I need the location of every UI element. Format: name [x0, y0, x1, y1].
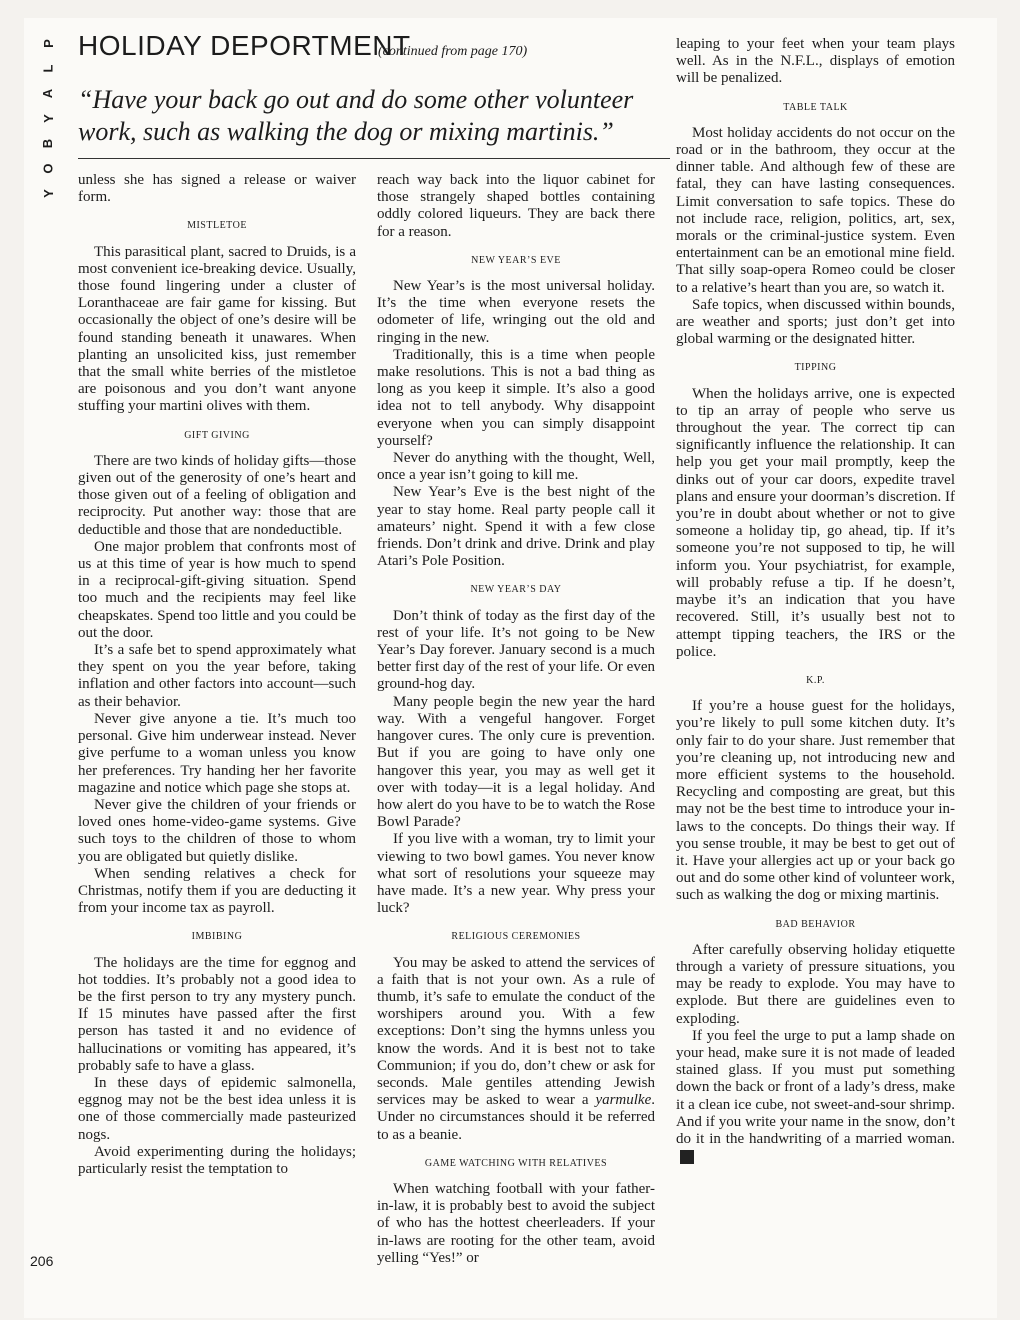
runner-letter: A: [40, 88, 56, 99]
article-column-2: [377, 172, 655, 1267]
section-heading: K.P.: [806, 674, 825, 686]
paragraph: This parasitical plant, sacred to Druids, is a most convenient ice-breaking device. Usually, those found lingering under a cluster of Loranthaceae are fair game for kissing. But occasionally the object of one’s desire will be found standing beneath it unawares. When planting an unsolicited kiss, just remember that the small white berries of the mistletoe are poisonous and you don’t want anyone stuffing your martini olives with them.: [78, 243, 356, 415]
section-heading: TIPPING: [794, 362, 837, 374]
runner-letter: L: [40, 64, 56, 73]
italic-term: yarmulke: [595, 1092, 652, 1109]
section-heading: BAD BEHAVIOR: [775, 918, 856, 930]
paragraph: Don’t think of today as the first day of the rest of your life. It’s not going to be New Year’s Day forever. January second is a much better first day of the rest of your life. Or even ground-hog day.: [377, 607, 655, 693]
paragraph: It’s a safe bet to spend approximately what they spent on you the year before, taking inflation and other factors into account—such as their behavior.: [78, 642, 356, 710]
paragraph: New Year’s Eve is the best night of the year to stay home. Real party people call it amateurs’ night. Spend it with a few close friends. Don’t drink and drive. Drink and play Atari’s Pole Position.: [377, 484, 655, 570]
runner-letter: O: [40, 163, 56, 174]
paragraph: When watching football with your father-in-law, it is probably best to avoid the subject of who has the hottest cheerleaders. If your in-laws are rooting for the other team, avoid yelling “Yes!” or: [377, 1180, 655, 1266]
paragraph: If you live with a woman, try to limit your viewing to two bowl games. You never know what sort of resolutions your squeeze may have made. It’s a new year. Why press your luck?: [377, 831, 655, 917]
paragraph: New Year’s is the most universal holiday. It’s the time when everyone resets the odometer of life, wringing out the old and ringing in the new.: [377, 278, 655, 346]
paragraph: In these days of epidemic salmonella, eggnog may not be the best idea unless it is one of those commercially made pasteurized nogs.: [78, 1074, 356, 1143]
magazine-runner: [36, 36, 60, 201]
section-heading: RELIGIOUS CEREMONIES: [451, 931, 581, 943]
paragraph: When the holidays arrive, one is expected to tip an array of people who serve us throughout the year. The correct tip can significantly influence the relationship. It can help you get your mail promptly, keep the dinks out of your car doors, expedite travel plans and ensure your doorman’s discretion. If you’re in doubt about whether or not to give someone a holiday tip, go ahead, tip. If it’s someone you’re not supposed to tip, he will inform you. Your psychiatrist, for example, will probably refuse a tip. If he doesn’t, maybe it’s an indication that you have recovered. Still, it’s usually best not to attempt tipping teachers, the IRS or the police.: [676, 385, 955, 660]
pull-quote: “Have your back go out and do some other volunteer work, such as walking the dog or mixing martinis.”: [78, 85, 634, 146]
divider: [78, 158, 670, 159]
runner-letter: P: [40, 39, 56, 48]
paragraph: When sending relatives a check for Christmas, notify them if you are deducting it from your income tax as payroll.: [78, 865, 356, 917]
paragraph: [377, 955, 655, 1144]
section-heading: IMBIBING: [191, 931, 243, 943]
section-heading: GIFT GIVING: [184, 429, 250, 441]
paragraph: There are two kinds of holiday gifts—those given out of the generosity of one’s heart and those given out of a feeling of obligation and reciprocity. Put another way: those that are deductible and those that are nondeductible.: [78, 452, 356, 538]
end-mark-icon: ✦: [680, 1150, 694, 1164]
article-column-3: [676, 36, 955, 1165]
section-heading: TABLE TALK: [783, 101, 848, 113]
page-number: 206: [30, 1253, 54, 1269]
runner-letter: Y: [40, 189, 56, 198]
section-heading: MISTLETOE: [187, 220, 247, 232]
paragraph: The holidays are the time for eggnog and hot toddies. It’s probably not a good idea to be the first person to try any mystery punch. If 15 minutes have passed after the first person has tasted it and no evidence of hallucinations or vomiting has appeared, it’s probably safe to have a glass.: [78, 954, 356, 1074]
paragraph: After carefully observing holiday etiquette through a variety of pressure situations, you may be ready to explode. You may have to explode. But there are guidelines even to exploding.: [676, 941, 955, 1027]
paragraph: unless she has signed a release or waiver form.: [78, 172, 356, 206]
paragraph: Traditionally, this is a time when people make resolutions. This is not a bad thing as long as you keep it simple. It’s also a good idea not to tell anybody. Why disappoint everyone when you can simply disappoint yourself?: [377, 346, 655, 449]
article-column-1: [78, 172, 356, 1178]
paragraph: Many people begin the new year the hard way. With a vengeful hangover. Forget hangover cures. The only cure is prevention. But if you are going to have only one hangover this year, you may as well get it over with today—it is a legal holiday. And how alert do you have to be to watch the Rose Bowl Parade?: [377, 693, 655, 831]
runner-letter: B: [40, 138, 56, 149]
text-run: If you feel the urge to put a lamp shade on your head, make sure it is not made of leaded stained glass. If you must put something down the back or front of a lady’s dress, make it a clean ice cube, not sweet-and-sour shrimp. And if you write your name in the snow, don’t do it in the handwriting of a married woman.: [676, 1027, 955, 1147]
paragraph: [676, 1028, 955, 1166]
text-run: . Under no circumstances should it be referred to as a beanie.: [377, 1092, 655, 1143]
paragraph: reach way back into the liquor cabinet for those strangely shaped bottles containing oddly colored liqueurs. They are back there for a reason.: [377, 172, 655, 240]
section-heading: NEW YEAR’S EVE: [471, 254, 561, 266]
runner-letter: Y: [40, 114, 56, 123]
paragraph: leaping to your feet when your team plays well. As in the N.F.L., displays of emotion will be penalized.: [676, 36, 955, 87]
paragraph: Avoid experimenting during the holidays; particularly resist the temptation to: [78, 1143, 356, 1177]
paragraph: Safe topics, when discussed within bounds, are weather and sports; just don’t get into global warming or the designated hitter.: [676, 296, 955, 348]
text-run: You may be asked to attend the services of a faith that is not your own. As a rule of thumb, it’s safe to emulate the conduct of the worshipers around you. With a few exceptions: Don’t sing the hymns unless you know the words. And it is best not to take Communion; if you do, don’t chew or ask for seconds. Male gentiles attending Jewish services may be asked to wear a: [377, 954, 655, 1109]
article-title: HOLIDAY DEPORTMENT: [78, 30, 411, 61]
section-heading: NEW YEAR’S DAY: [470, 584, 562, 596]
continued-note: (continued from page 170): [378, 44, 528, 59]
paragraph: One major problem that confronts most of us at this time of year is how much to spend in a reciprocal-gift-giving situation. Spend too much and the recipients may feel like cheapskates. Spend too little and you could be out the door.: [78, 538, 356, 641]
paragraph: Never give anyone a tie. It’s much too personal. Give him underwear instead. Never give perfume to a woman unless you know her preferences. Try handing her her favorite magazine and notice which page she stops at.: [78, 710, 356, 796]
section-heading: GAME WATCHING WITH RELATIVES: [424, 1157, 608, 1169]
paragraph: If you’re a house guest for the holidays, you’re likely to pull some kitchen duty. It’s only fair to do your share. Just remember that you’re cleaning up, not introducing new and more efficient systems to the household. Recycling and composting are great, but this may not be the best time to introduce your in-laws to the concepts. Do things their way. If you sense trouble, it may be best to get out of it. Have your allergies act up or your back go out and do some other kind of volunteer work, such as walking the dog or mixing martinis.: [676, 698, 955, 904]
paragraph: Never give the children of your friends or loved ones home-video-game systems. Give such toys to the children of those to whom you are obligated but quietly dislike.: [78, 796, 356, 865]
paragraph: Never do anything with the thought, Well, once a year isn’t going to kill me.: [377, 450, 655, 484]
paragraph: Most holiday accidents do not occur on the road or in the bathroom, they occur at the dinner table. And although few of these are fatal, they can have lasting consequences. Limit conversation to safe topics. These do not include race, religion, politics, art, sex, morals or the criminal-justice system. Even entertainment can be an emotional mine field. That silly soap-opera Romeo could be closer to a relative’s heart than you are, so watch it.: [676, 124, 955, 296]
